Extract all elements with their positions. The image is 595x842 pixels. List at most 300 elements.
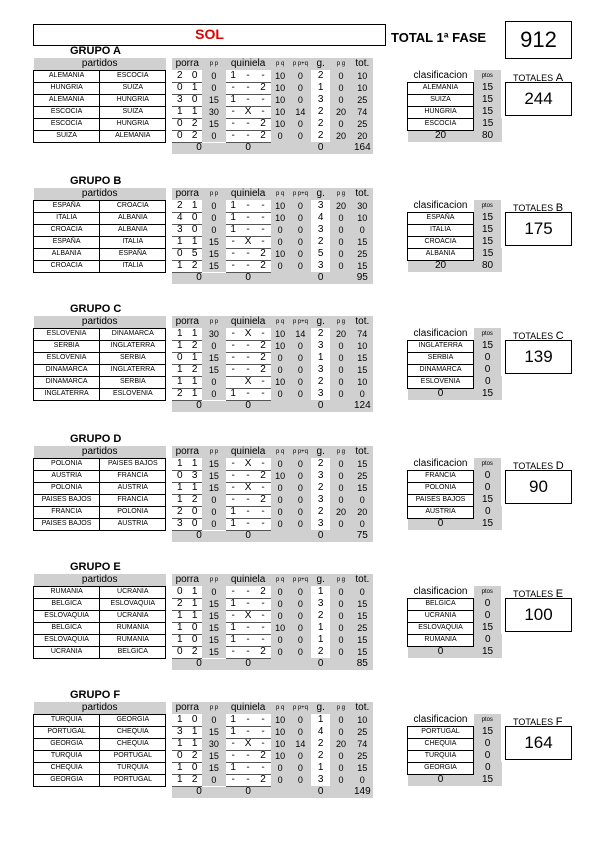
spacer-cell	[379, 726, 403, 738]
match-row	[34, 106, 404, 118]
home-team: PAISES BAJOS	[34, 518, 100, 530]
away-team: CROACIA	[100, 200, 166, 212]
away-team: ALBANIA	[100, 212, 166, 224]
match-total: 10	[352, 212, 373, 224]
spacer-cell	[379, 260, 403, 272]
pp-header: p p	[202, 446, 225, 458]
pq-points: 0	[271, 586, 290, 598]
home-team: PAISES BAJOS	[34, 494, 100, 506]
pp-points: 15	[202, 458, 225, 470]
porra-sum: 0	[172, 142, 225, 154]
spacer-cell	[379, 702, 403, 714]
ppq-sum: 0	[290, 142, 352, 154]
quiniela-x: -	[241, 586, 256, 598]
away-team: HUNGRIA	[100, 94, 166, 106]
goals-bet: 3	[311, 340, 330, 352]
classification-sum: 20	[408, 130, 474, 142]
ptos-header: ptos	[474, 200, 502, 212]
classification-points: 0	[474, 762, 502, 774]
pg-points: 0	[330, 388, 351, 400]
away-score-bet: 0	[187, 94, 202, 106]
pp-points: 0	[202, 714, 225, 726]
home-team: FRANCIA	[34, 506, 100, 518]
group-letter: A	[555, 72, 564, 84]
group-match-total: 85	[352, 658, 373, 670]
match-row	[34, 82, 404, 94]
away-score-bet: 1	[187, 352, 202, 364]
goals-bet: 2	[311, 106, 330, 118]
match-total: 15	[352, 364, 373, 376]
away-team: SERBIA	[100, 376, 166, 388]
spacer-cell	[34, 786, 173, 798]
match-total: 15	[352, 646, 373, 658]
pp-points: 0	[202, 388, 225, 400]
classification-points: 0	[474, 634, 502, 646]
group-match-total: 75	[352, 530, 373, 542]
classification-table	[407, 70, 502, 142]
match-total: 10	[352, 340, 373, 352]
pg-points: 0	[330, 598, 351, 610]
home-team: AUSTRIA	[34, 470, 100, 482]
pp-points: 0	[202, 376, 225, 388]
quiniela-x: -	[241, 714, 256, 726]
quiniela-2: 2	[256, 118, 271, 130]
classification-header-row	[408, 328, 502, 340]
quiniela-1: -	[226, 82, 241, 94]
ppq-points: 0	[290, 94, 311, 106]
goals-bet: 3	[311, 388, 330, 400]
classification-table	[407, 458, 502, 530]
home-score-bet: 2	[172, 598, 187, 610]
pg-header: p g	[330, 446, 351, 458]
pp-points: 15	[202, 762, 225, 774]
spacer-cell	[379, 376, 403, 388]
spacer-cell	[379, 738, 403, 750]
match-row	[34, 750, 404, 762]
porra-header: porra	[172, 446, 202, 458]
home-score-bet: 0	[172, 118, 187, 130]
pg-header: p g	[330, 188, 351, 200]
home-team: GEORGIA	[34, 774, 100, 786]
pp-points: 0	[202, 200, 225, 212]
match-total: 15	[352, 482, 373, 494]
classification-table	[407, 200, 502, 272]
home-score-bet: 2	[172, 70, 187, 82]
away-score-bet: 2	[187, 340, 202, 352]
pq-points: 10	[271, 738, 290, 750]
spacer-cell	[34, 530, 173, 542]
home-team: RUMANIA	[34, 586, 100, 598]
pg-points: 0	[330, 726, 351, 738]
pp-points: 15	[202, 482, 225, 494]
pp-points: 15	[202, 610, 225, 622]
classification-sum-row	[408, 518, 502, 530]
away-team: SERBIA	[100, 352, 166, 364]
tot-header: tot.	[352, 188, 373, 200]
home-team: ESCOCIA	[34, 106, 100, 118]
goals-header: g.	[311, 574, 330, 586]
pq-points: 10	[271, 470, 290, 482]
tot-header: tot.	[352, 446, 373, 458]
group-section	[0, 45, 595, 171]
match-row	[34, 212, 404, 224]
match-row	[34, 470, 404, 482]
spacer-cell	[373, 530, 403, 542]
match-row	[34, 388, 404, 400]
classification-points: 15	[474, 82, 502, 94]
spacer-cell	[271, 400, 290, 412]
spacer-cell	[379, 388, 403, 400]
pg-points: 0	[330, 248, 351, 260]
quiniela-x: -	[241, 622, 256, 634]
home-score-bet: 1	[172, 106, 187, 118]
home-score-bet: 1	[172, 494, 187, 506]
classification-row	[408, 506, 502, 518]
spacer-cell	[373, 400, 403, 412]
partidos-header: partidos	[34, 446, 166, 458]
quiniela-1: -	[226, 738, 241, 750]
partidos-header: partidos	[34, 316, 166, 328]
classification-points: 0	[474, 738, 502, 750]
classification-row	[408, 738, 502, 750]
goals-bet: 1	[311, 622, 330, 634]
away-score-bet: 0	[187, 224, 202, 236]
away-score-bet: 0	[187, 518, 202, 530]
match-row	[34, 118, 404, 130]
pp-header: p p	[202, 58, 225, 70]
goals-bet: 1	[311, 714, 330, 726]
pg-points: 0	[330, 340, 351, 352]
ppq-points: 14	[290, 738, 311, 750]
match-row	[34, 482, 404, 494]
goals-bet: 3	[311, 224, 330, 236]
match-row	[34, 714, 404, 726]
ppq-sum: 0	[290, 658, 352, 670]
classification-points: 15	[474, 212, 502, 224]
quiniela-1: -	[226, 494, 241, 506]
ppq-points: 0	[290, 610, 311, 622]
spacer-cell	[379, 340, 403, 352]
classification-sum: 0	[408, 518, 474, 530]
pg-points: 0	[330, 762, 351, 774]
pp-points: 15	[202, 248, 225, 260]
partidos-header: partidos	[34, 58, 166, 70]
quiniela-x: -	[241, 70, 256, 82]
spacer-cell	[379, 58, 403, 70]
goals-bet: 4	[311, 212, 330, 224]
ppq-points: 0	[290, 340, 311, 352]
pp-points: 15	[202, 470, 225, 482]
classification-points: 15	[474, 340, 502, 352]
home-score-bet: 3	[172, 94, 187, 106]
spacer-cell	[379, 482, 403, 494]
ppq-points: 0	[290, 118, 311, 130]
totals-row	[34, 786, 404, 798]
home-score-bet: 0	[172, 130, 187, 142]
spacer-cell	[379, 506, 403, 518]
match-total: 0	[352, 774, 373, 786]
totales-word: TOTALES	[513, 461, 554, 471]
pq-header: p q	[271, 188, 290, 200]
totals-row	[34, 530, 404, 542]
quiniela-2: 2	[256, 352, 271, 364]
spacer-cell	[379, 598, 403, 610]
quiniela-x: X	[241, 106, 256, 118]
classification-sum: 0	[408, 774, 474, 786]
pq-points: 0	[271, 352, 290, 364]
away-score-bet: 5	[187, 248, 202, 260]
away-score-bet: 2	[187, 118, 202, 130]
ppq-points: 0	[290, 482, 311, 494]
porra-header: porra	[172, 574, 202, 586]
match-total: 20	[352, 506, 373, 518]
home-score-bet: 1	[172, 622, 187, 634]
match-row	[34, 328, 404, 340]
away-team: ESCOCIA	[100, 70, 166, 82]
home-team: CHEQUIA	[34, 762, 100, 774]
classification-row	[408, 598, 502, 610]
pg-points: 0	[330, 586, 351, 598]
classification-team: ESLOVENIA	[408, 376, 474, 388]
away-team: FRANCIA	[100, 494, 166, 506]
home-team: HUNGRIA	[34, 82, 100, 94]
quiniela-1: 1	[226, 212, 241, 224]
spacer-cell	[379, 714, 403, 726]
pg-points: 0	[330, 714, 351, 726]
pp-points: 15	[202, 352, 225, 364]
home-team: SERBIA	[34, 340, 100, 352]
quiniela-header: quiniela	[226, 574, 271, 586]
quiniela-x: X	[241, 458, 256, 470]
pg-points: 0	[330, 750, 351, 762]
away-team: PORTUGAL	[100, 750, 166, 762]
ppq-points: 0	[290, 224, 311, 236]
spacer-cell	[271, 658, 290, 670]
partidos-header: partidos	[34, 574, 166, 586]
match-total: 10	[352, 714, 373, 726]
home-team: PORTUGAL	[34, 726, 100, 738]
pq-header: p q	[271, 574, 290, 586]
porra-header: porra	[172, 188, 202, 200]
classification-points-sum: 80	[474, 130, 502, 142]
home-team: ESPAÑA	[34, 236, 100, 248]
match-row	[34, 236, 404, 248]
quiniela-1: 1	[226, 622, 241, 634]
ppq-points: 0	[290, 506, 311, 518]
classification-header-row	[408, 714, 502, 726]
ptos-header: ptos	[474, 586, 502, 598]
pg-header: p g	[330, 702, 351, 714]
match-row	[34, 762, 404, 774]
group-section	[0, 303, 595, 429]
ppq-header: p p+q	[290, 702, 311, 714]
spacer-cell	[379, 316, 403, 328]
match-total: 10	[352, 70, 373, 82]
away-team: CHEQUIA	[100, 726, 166, 738]
quiniela-1: -	[226, 260, 241, 272]
pq-points: 10	[271, 118, 290, 130]
pq-points: 0	[271, 518, 290, 530]
pg-points: 20	[330, 506, 351, 518]
home-team: CROACIA	[34, 260, 100, 272]
quiniela-1: -	[226, 458, 241, 470]
classification-row	[408, 236, 502, 248]
match-total: 74	[352, 106, 373, 118]
quiniela-1: -	[226, 470, 241, 482]
quiniela-1: 1	[226, 200, 241, 212]
goals-bet: 1	[311, 762, 330, 774]
away-team: ITALIA	[100, 260, 166, 272]
matches-table	[33, 188, 403, 284]
spacer-cell	[271, 786, 290, 798]
ppq-header: p p+q	[290, 574, 311, 586]
goals-bet: 3	[311, 774, 330, 786]
pg-points: 0	[330, 260, 351, 272]
classification-points: 0	[474, 364, 502, 376]
pp-points: 30	[202, 106, 225, 118]
quiniela-x: -	[241, 248, 256, 260]
match-row	[34, 130, 404, 142]
match-row	[34, 622, 404, 634]
quiniela-x: -	[241, 774, 256, 786]
spacer-cell	[373, 658, 403, 670]
quiniela-x: -	[241, 494, 256, 506]
quiniela-2: -	[256, 506, 271, 518]
porra-sum: 0	[172, 658, 225, 670]
classification-points: 15	[474, 622, 502, 634]
away-score-bet: 0	[187, 212, 202, 224]
pg-header: p g	[330, 574, 351, 586]
pq-points: 0	[271, 364, 290, 376]
group-total-value: 175	[505, 212, 572, 246]
match-row	[34, 94, 404, 106]
home-score-bet: 1	[172, 340, 187, 352]
pg-points: 0	[330, 212, 351, 224]
away-score-bet: 1	[187, 200, 202, 212]
home-team: ESLOVAQUIA	[34, 610, 100, 622]
quiniela-2: 2	[256, 260, 271, 272]
pg-points: 0	[330, 364, 351, 376]
quiniela-1: 1	[226, 598, 241, 610]
spacer-cell	[271, 272, 290, 284]
ptos-header: ptos	[474, 714, 502, 726]
group-section	[0, 175, 595, 301]
ppq-points: 0	[290, 762, 311, 774]
quiniela-x: -	[241, 224, 256, 236]
home-team: BELGICA	[34, 598, 100, 610]
pq-points: 0	[271, 774, 290, 786]
classification-points: 15	[474, 106, 502, 118]
porra-sum: 0	[172, 530, 225, 542]
match-row	[34, 248, 404, 260]
away-score-bet: 2	[187, 494, 202, 506]
ppq-points: 0	[290, 130, 311, 142]
quiniela-x: -	[241, 118, 256, 130]
spacer-cell	[34, 272, 173, 284]
ppq-points: 0	[290, 494, 311, 506]
away-team: ESPAÑA	[100, 248, 166, 260]
quiniela-sum: 0	[226, 786, 271, 798]
match-row	[34, 200, 404, 212]
quiniela-2: -	[256, 224, 271, 236]
match-row	[34, 598, 404, 610]
pp-header: p p	[202, 574, 225, 586]
quiniela-1: -	[226, 750, 241, 762]
classification-team: ALEMANIA	[408, 82, 474, 94]
spacer-cell	[379, 70, 403, 82]
away-team: FRANCIA	[100, 470, 166, 482]
spacer-cell	[379, 130, 403, 142]
home-team: BELGICA	[34, 622, 100, 634]
quiniela-1: -	[226, 328, 241, 340]
spacer-cell	[379, 574, 403, 586]
away-team: GEORGIA	[100, 714, 166, 726]
group-title: GRUPO F	[70, 689, 121, 701]
matches-table	[33, 574, 403, 670]
match-row	[34, 224, 404, 236]
ppq-points: 14	[290, 106, 311, 118]
goals-header: g.	[311, 188, 330, 200]
pp-points: 0	[202, 518, 225, 530]
spacer-cell	[379, 236, 403, 248]
ppq-points: 0	[290, 82, 311, 94]
ppq-points: 0	[290, 212, 311, 224]
ppq-points: 0	[290, 236, 311, 248]
home-score-bet: 0	[172, 82, 187, 94]
pp-points: 15	[202, 236, 225, 248]
goals-bet: 2	[311, 646, 330, 658]
match-row	[34, 506, 404, 518]
pg-points: 0	[330, 646, 351, 658]
spacer-cell	[379, 610, 403, 622]
classification-table	[407, 714, 502, 786]
ppq-points: 0	[290, 364, 311, 376]
away-team: PAISES BAJOS	[100, 458, 166, 470]
quiniela-1: -	[226, 130, 241, 142]
classification-sum: 0	[408, 388, 474, 400]
classification-header-row	[408, 586, 502, 598]
clasificacion-header: clasificacion	[413, 328, 468, 339]
away-team: ALEMANIA	[100, 130, 166, 142]
classification-row	[408, 212, 502, 224]
goals-bet: 2	[311, 482, 330, 494]
group-section	[0, 561, 595, 687]
match-total: 0	[352, 388, 373, 400]
goals-bet: 1	[311, 634, 330, 646]
pq-points: 0	[271, 762, 290, 774]
spacer-cell	[34, 400, 173, 412]
home-team: GEORGIA	[34, 738, 100, 750]
match-total: 0	[352, 494, 373, 506]
match-row	[34, 774, 404, 786]
ppq-points: 0	[290, 598, 311, 610]
classification-points: 0	[474, 750, 502, 762]
ppq-header: p p+q	[290, 188, 311, 200]
spacer-cell	[379, 224, 403, 236]
quiniela-x: -	[241, 94, 256, 106]
home-team: ESCOCIA	[34, 118, 100, 130]
away-score-bet: 1	[187, 106, 202, 118]
quiniela-2: 2	[256, 586, 271, 598]
classification-points: 15	[474, 118, 502, 130]
goals-bet: 2	[311, 458, 330, 470]
quiniela-1: 1	[226, 506, 241, 518]
pp-points: 30	[202, 328, 225, 340]
group-total-value: 90	[505, 470, 572, 504]
group-total-value: 100	[505, 598, 572, 632]
match-total: 25	[352, 750, 373, 762]
ppq-header: p p+q	[290, 58, 311, 70]
